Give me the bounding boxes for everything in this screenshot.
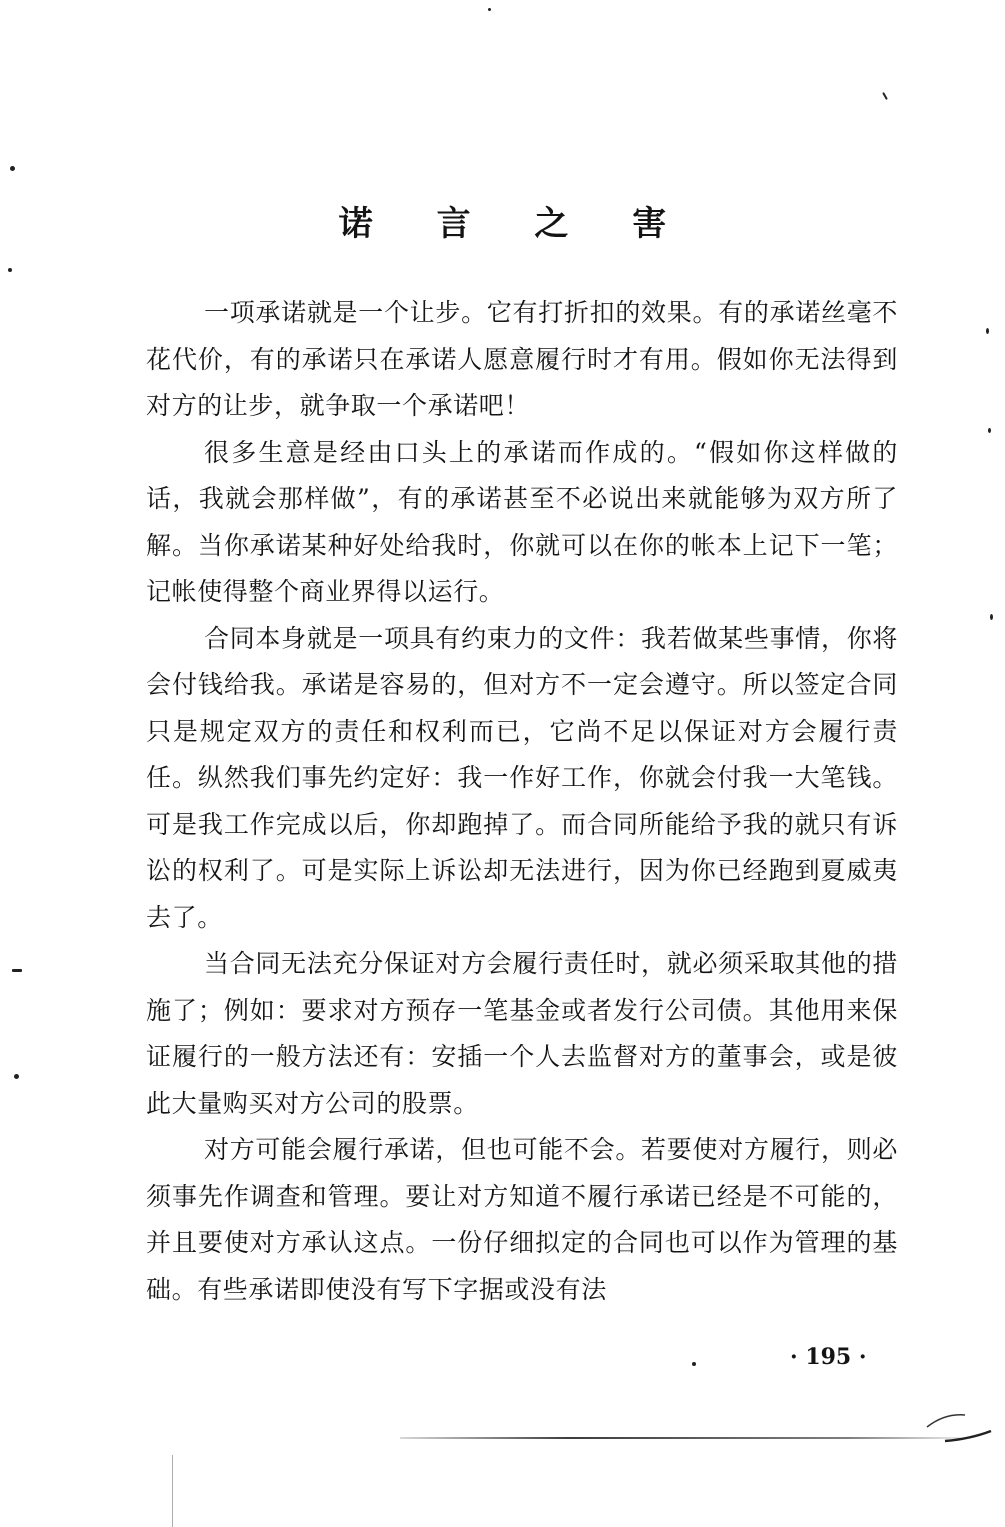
paragraph-3: 合同本身就是一项具有约束力的文件：我若做某些事情，你将会付钱给我。承诺是容易的，但对方不一定会遵守。所以签定合同只是规定双方的责任和权利而已，它尚不足以保证对方会履行责任。纵然我们事先约定好：我一作好工作，你就会付我一大笔钱。可是我工作完成以后，你却跑掉了。而合同所能给予我的就只有诉讼的权利了。可是实际上诉讼却无法进行，因为你已经跑到夏威夷去了。 <box>146 623 898 932</box>
paragraph-4: 当合同无法充分保证对方会履行责任时，就必须采取其他的措施了；例如：要求对方预存一笔基金或者发行公司债。其他用来保证履行的一般方法还有：安插一个人去监督对方的董事会，或是彼此大量购买对方公司的股票。 <box>146 949 898 1118</box>
scan-speck <box>488 8 491 11</box>
body-text <box>146 290 898 1313</box>
scan-speck <box>10 166 15 171</box>
margin-line <box>172 1455 185 1527</box>
scan-speck <box>8 268 12 272</box>
paragraph-5: 对方可能会履行承诺，但也可能不会。若要使对方履行，则必须事先作调查和管理。要让对方知道不履行承诺已经是不可能的，并且要使对方承认这点。一份仔细拟定的合同也可以作为管理的基础。有些承诺即使没有写下字据或没有法 <box>146 1135 898 1304</box>
scan-speck <box>988 428 991 433</box>
paragraph-1: 一项承诺就是一个让步。它有打折扣的效果。有的承诺丝毫不花代价，有的承诺只在承诺人愿意履行时才有用。假如你无法得到对方的让步，就争取一个承诺吧！ <box>146 298 898 420</box>
scan-speck <box>882 92 888 100</box>
corner-curl-mark <box>925 1405 995 1445</box>
scan-speck <box>12 969 22 972</box>
scan-speck <box>14 1074 19 1079</box>
bottom-scan-line <box>400 1437 960 1439</box>
scan-speck <box>990 614 993 620</box>
chapter-title: 诺 言 之 害 <box>338 204 693 244</box>
scan-speck <box>986 328 989 334</box>
scan-speck <box>692 1362 696 1366</box>
paragraph-2: 很多生意是经由口头上的承诺而作成的。“假如你这样做的话，我就会那样做”，有的承诺甚至不必说出来就能够为双方所了解。当你承诺某种好处给我时，你就可以在你的帐本上记下一笔；记帐使得整个商业界得以运行。 <box>146 437 898 606</box>
page-number: · 195 · <box>790 1344 867 1370</box>
